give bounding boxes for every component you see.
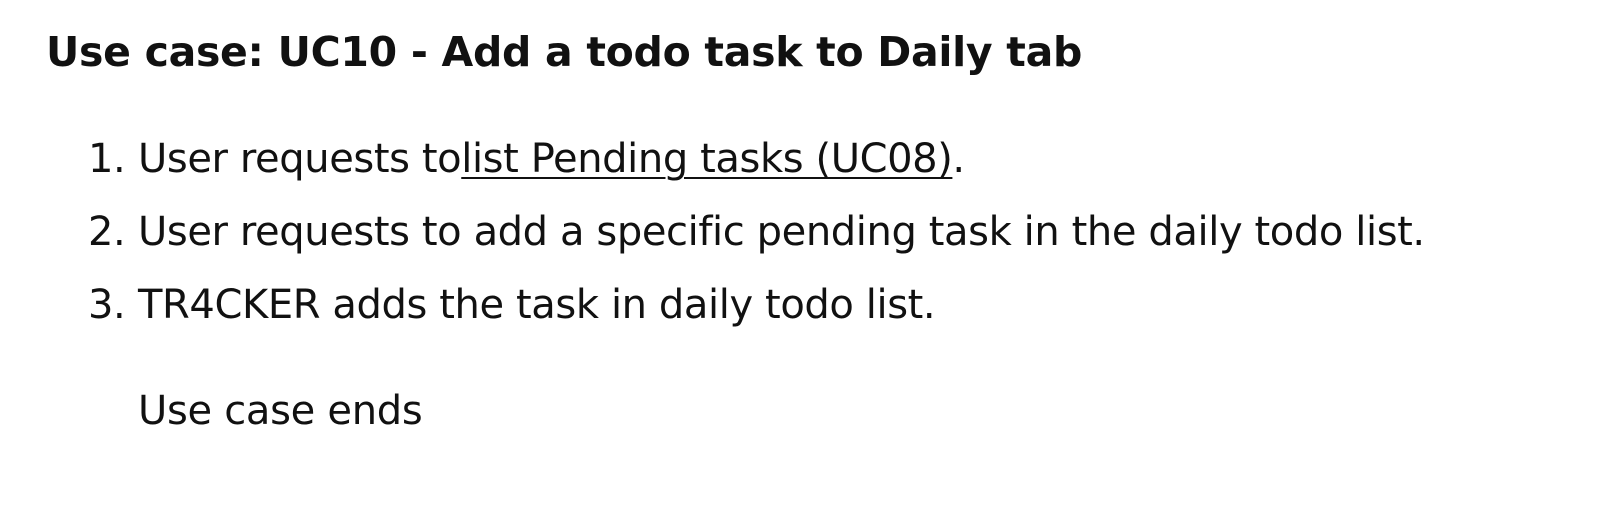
step-text-before-link: User requests to — [138, 136, 462, 183]
step-number: 2. — [88, 209, 126, 256]
step-text: TR4CKER adds the task in daily todo list. — [138, 282, 936, 329]
step-text: User requests to add a specific pending task in the daily todo list. — [138, 209, 1425, 256]
list-pending-tasks-link[interactable]: list Pending tasks (UC08) — [461, 136, 953, 183]
list-item-step-3 — [88, 269, 1598, 342]
use-case-steps-list — [46, 123, 1598, 342]
page-title: Use case: UC10 - Add a todo task to Daily tab — [46, 28, 1083, 76]
step-number: 1. — [88, 136, 126, 183]
list-item-step-1 — [88, 123, 1598, 196]
step-number: 3. — [88, 282, 126, 329]
use-case-ending: Use case ends — [138, 388, 423, 435]
step-text-after-link: . — [952, 136, 965, 183]
list-item-step-2 — [88, 196, 1598, 269]
